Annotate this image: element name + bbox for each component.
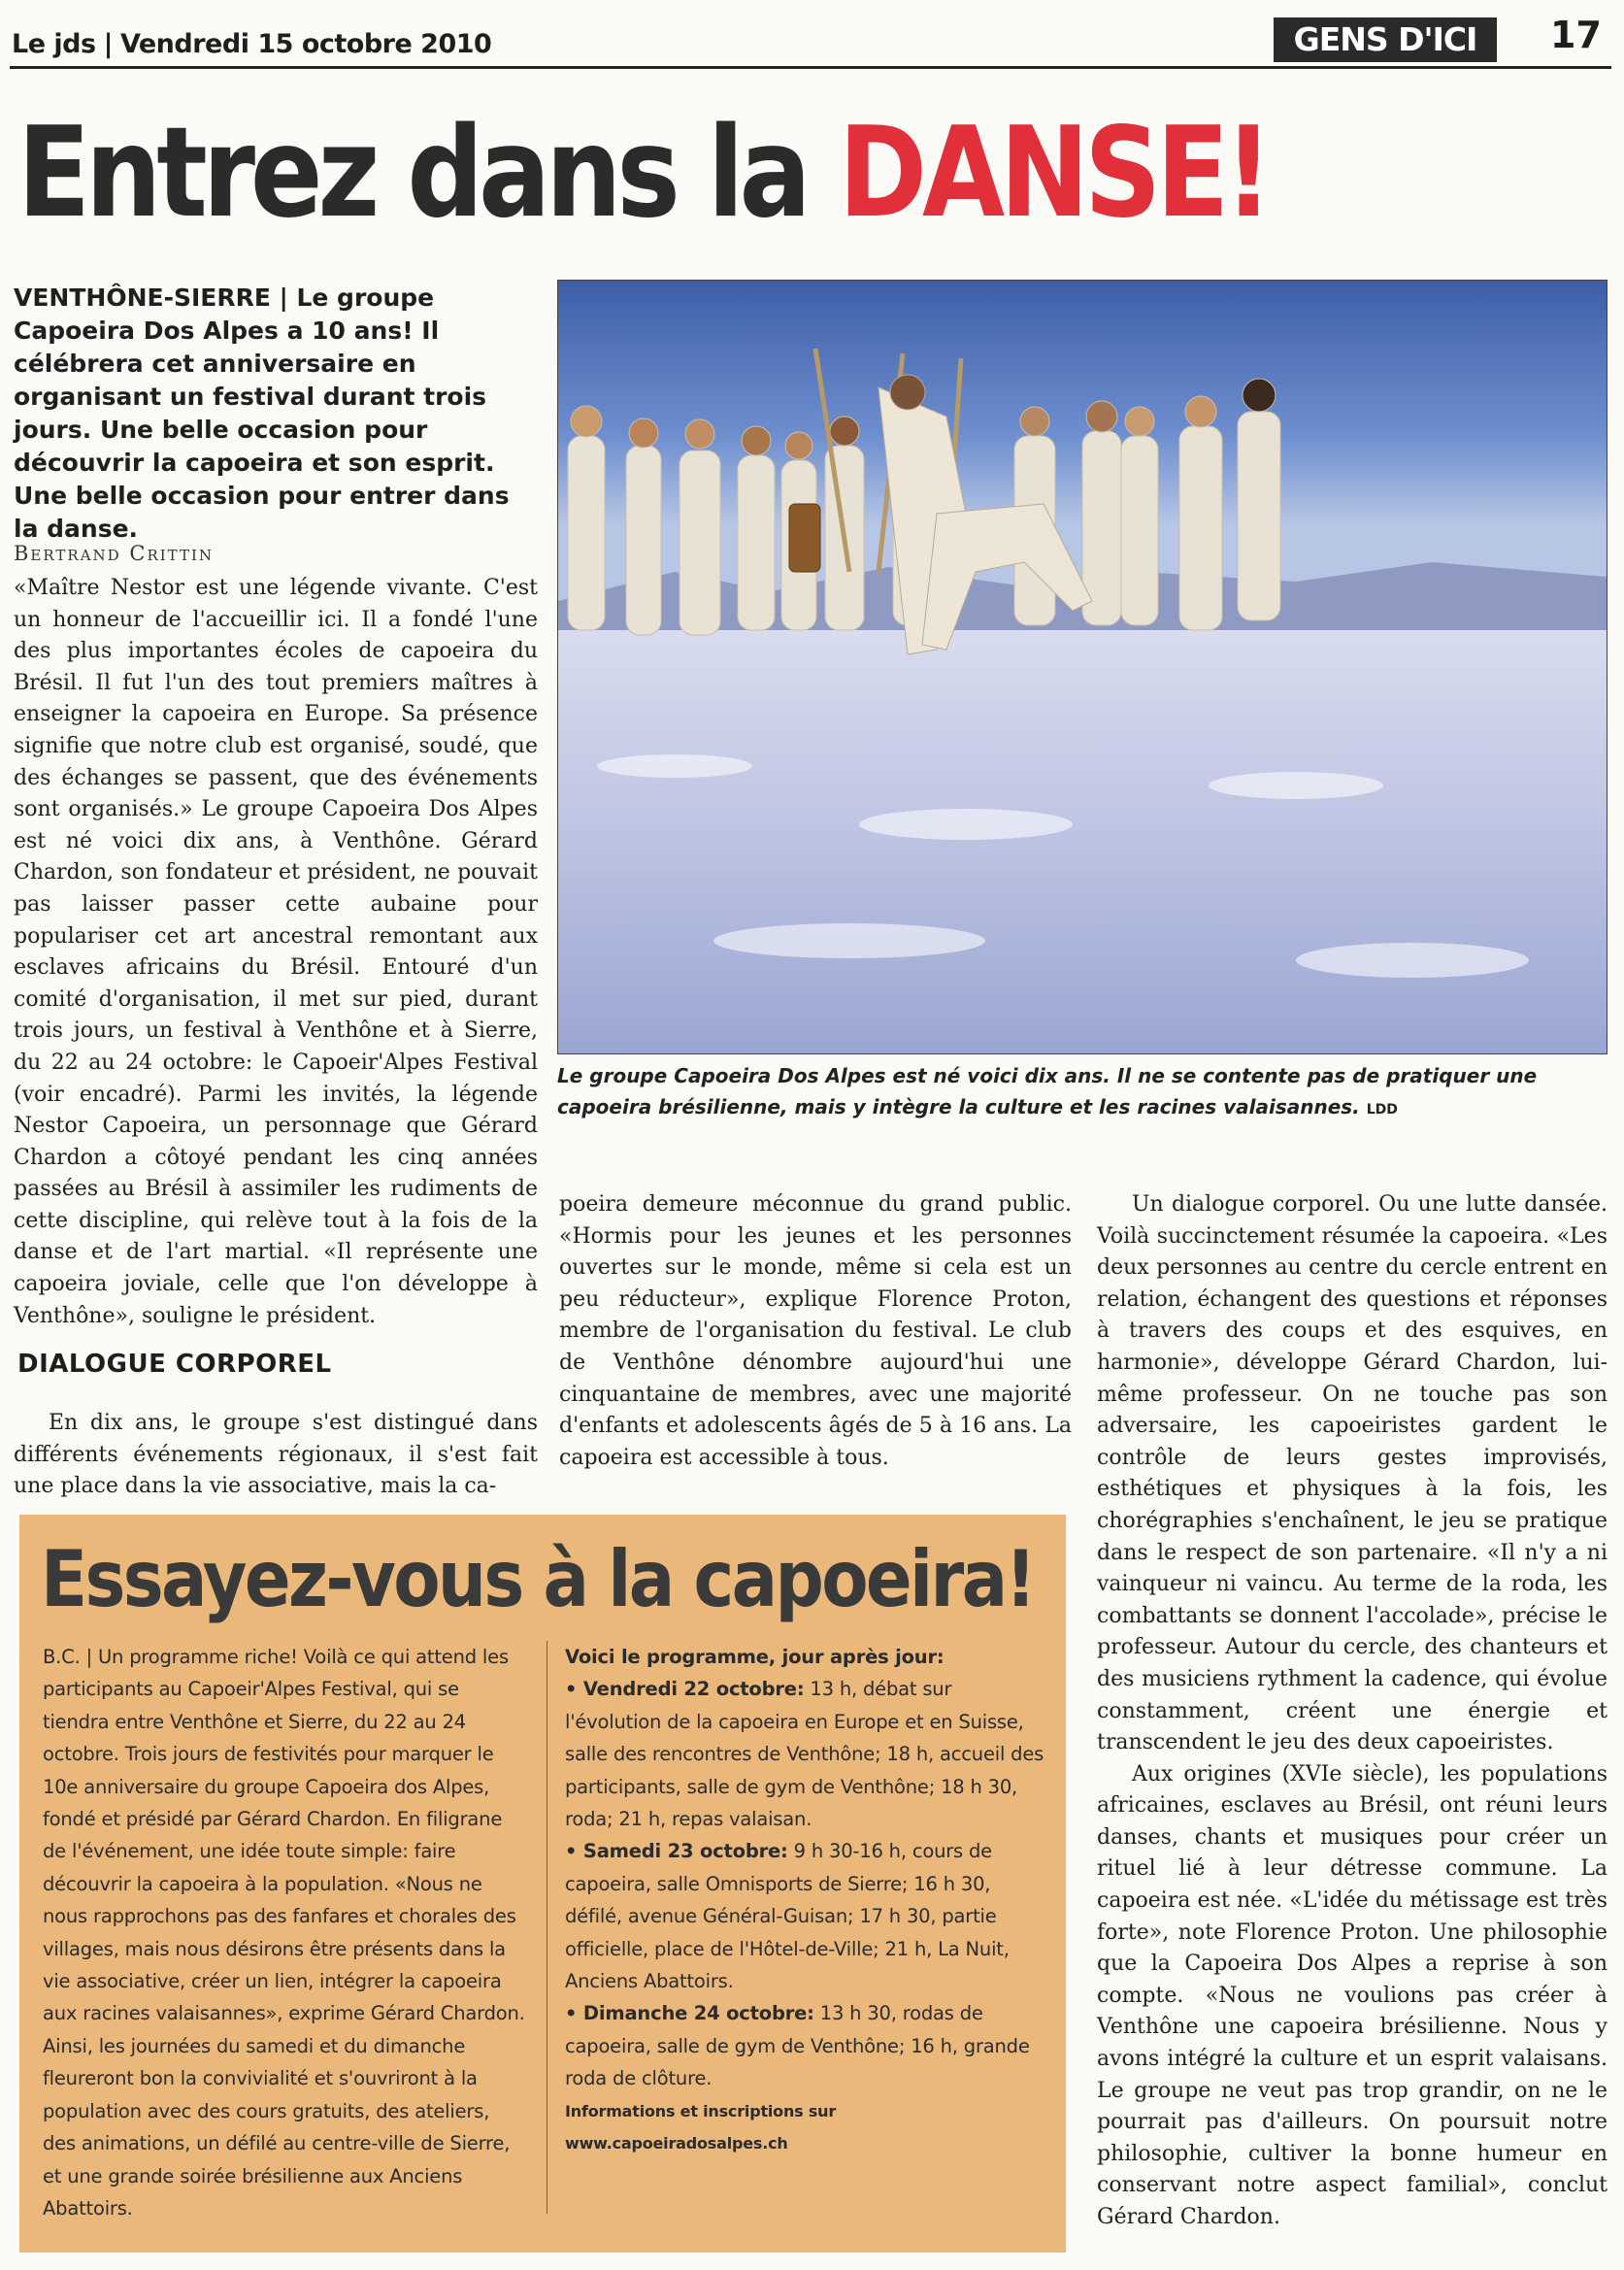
photo-credit: LDD: [1366, 1102, 1398, 1118]
col3-paragraph-2: Aux origines (XVIe siècle), les populations africaines, esclaves au Brésil, ont réuni leurs danses, chants et musiques pour créer un rituel lié à leur détresse commune. La capoeira est née. «L'idée du métissage est très forte», note Florence Proton. Une philosophie que la Capoeira Dos Alpes a reprise à son compte. «Nous ne voulions pas créer à Venthône une capoeira brésilienne. Nous y avons intégré la culture et un esprit valaisans. Le groupe ne veut pas trop grandir, on ne le pourrait pas d'ailleurs. On poursuit notre philosophie, cultiver la bonne humeur en conservant notre aspect familial», conclut Gérard Chardon.: [1097, 1761, 1607, 2229]
sidebar-column-2: [565, 1641, 1050, 2160]
lead-place: VENTHÔNE-SIERRE |: [14, 284, 288, 312]
paper-name: Le jds: [12, 29, 96, 59]
col3-paragraph-1: Un dialogue corporel. Ou une lutte dansée. Voilà succinctement résumée la capoeira. «Les deux personnes au centre du cercle entrent en relation, échangent des questions et réponses à travers des coups et des esquives, en harmonie», développe Gérard Chardon, lui-même professeur. On ne touche pas son adversaire, les capoeiristes gardent le contrôle de leurs gestes improvisés, esthétiques et physiques à la fois, les chorégraphies s'enchaînent, le jeu se pratique dans le respect de son partenaire. «Il n'y a ni vainqueur ni vaincu. Au terme de la roda, les combattants se donnent l'accolade», précise le professeur. Autour du cercle, des chanteurs et des musiciens rythment la cadence, qui évolue constamment, créent une énergie et transcendent le jeu des deux capoeiristes.: [1097, 1192, 1607, 1755]
program-title: Voici le programme, jour après jour:: [565, 1646, 945, 1668]
program-day-2: [565, 1835, 1050, 1997]
caption-text: Le groupe Capoeira Dos Alpes est né voici dix ans. Il ne se contente pas de pratiquer une capoeira brésilienne, mais y intègre la culture et les racines valaisannes.: [557, 1064, 1538, 1118]
section-rubric: GENS D'ICI: [1274, 17, 1497, 62]
subheading: DIALOGUE CORPOREL: [17, 1350, 332, 1379]
sidebar-paragraph-2: Ainsi, les journées du samedi et du dimanche fleureront bon la convivialité et s'ouvriront à la population avec des cours gratuits, des ateliers, des animations, un défilé au centre-ville de Sierre, et une grande soirée brésilienne aux Anciens Abattoirs.: [43, 2034, 511, 2220]
sidebar-intro: Un programme riche! Voilà ce qui attend les participants au Capoeir'Alpes Festival, qui se tiendra entre Venthône et Sierre, du 22 au 24 octobre. Trois jours de festivités pour marquer le 10e anniversaire du groupe Capoeira dos Alpes, fondé et présidé par Gérard Chardon. En filigrane de l'événement, une idée toute simple: faire découvrir la capoeira à la population. «Nous ne nous rapprochons pas des fanfares et chorales des villages, mais nous désirons être présents dans la vie associative, créer un lien, intégrer la capoeira aux racines valaisannes», exprime Gérard Chardon.: [43, 1646, 525, 2025]
lead-paragraph: [14, 282, 538, 546]
article-column-1-continued: [14, 1386, 538, 1524]
day3-label: • Dimanche 24 octobre:: [565, 2002, 814, 2025]
day3-text: 13 h 30, rodas de capoeira, salle de gym de Venthône; 16 h, grande roda de clôture.: [565, 2002, 1030, 2090]
issue-date: Vendredi 15 octobre 2010: [119, 29, 492, 59]
col1-paragraph-2: En dix ans, le groupe s'est distingué dans différents événements régionaux, il s'est fait une place dans la vie associative, mais la ca-: [14, 1411, 538, 1499]
photo-caption: [557, 1060, 1606, 1125]
article-column-3: [1097, 1189, 1607, 2234]
headline: [17, 101, 1269, 246]
day1-label: • Vendredi 22 octobre:: [565, 1678, 805, 1701]
program-day-1: [565, 1673, 1050, 1835]
sidebar-footer: Informations et inscriptions sur www.capoeiradosalpes.ch: [565, 2101, 837, 2153]
day2-label: • Samedi 23 octobre:: [565, 1840, 788, 1863]
col1-paragraph: «Maître Nestor est une légende vivante. C'est un honneur de l'accueillir ici. Il a fondé l'une des plus importantes écoles de capoeira du Brésil. Il fut l'un des tout premiers maîtres à enseigner la capoeira en Europe. Sa présence signifie que notre club est organisé, soudé, que des échanges se passent, que des événements sont organisés.» Le groupe Capoeira Dos Alpes est né voici dix ans, à Venthône. Gérard Chardon, son fondateur et président, ne pouvait pas laisser passer cette aubaine pour populariser cet art ancestral remontant aux esclaves africains du Brésil. Entouré d'un comité d'organisation, il met sur pied, durant trois jours, un festival à Venthône et à Sierre, du 22 au 24 octobre: le Capoeir'Alpes Festival (voir encadré). Parmi les invités, la légende Nestor Capoeira, un personnage que Gérard Chardon a côtoyé pendant les cinq années passées au Brésil à assimiler les rudiments de cette discipline, qui relève tout à la fois de la danse et de l'art martial. «Il représente une capoeira joviale, celle que l'on développe à Venthône», souligne le président.: [14, 576, 538, 1328]
page-number: 17: [1550, 14, 1602, 56]
program-day-3: [565, 1997, 1050, 2094]
headline-part1: Entrez dans la: [17, 101, 839, 246]
lead-text: Le groupe Capoeira Dos Alpes a 10 ans! Il célébrera cet anniversaire en organisant un festival durant trois jours. Une belle occasion pour découvrir la capoeira et son esprit. Une belle occasion pour entrer dans la danse.: [14, 284, 510, 543]
day1-text: 13 h, débat sur l'évolution de la capoeira en Europe et en Suisse, salle des rencontres de Venthône; 18 h, accueil des participants, salle de gym de Venthône; 18 h 30, roda; 21 h, repas valaisan.: [565, 1678, 1044, 1831]
sidebar-initials: B.C. |: [43, 1646, 92, 1668]
sidebar-title: Essayez-vous à la capoeira!: [41, 1534, 1034, 1624]
sidebar-column-1: [43, 1641, 528, 2224]
col2-paragraph: poeira demeure méconnue du grand public. «Hormis pour les jeunes et les personnes ouvertes sur le monde, même si cela est un peu réducteur», explique Florence Proton, membre de l'organisation du festival. Le club de Venthône dénombre aujourd'hui une cinquantaine de membres, avec une majorité d'enfants et adolescents âgés de 5 à 16 ans. La capoeira est accessible à tous.: [559, 1192, 1072, 1470]
byline: Bertrand Crittin: [14, 542, 214, 565]
article-photo: [557, 280, 1607, 1054]
article-column-1: [14, 573, 538, 1332]
sidebar-paragraph-1: [43, 1641, 528, 2030]
day2-text: 9 h 30-16 h, cours de capoeira, salle Omnisports de Sierre; 16 h 30, défilé, avenue Général-Guisan; 17 h 30, partie officielle, place de l'Hôtel-de-Ville; 21 h, La Nuit, Anciens Abattoirs.: [565, 1840, 1010, 1993]
header-rule: [10, 66, 1611, 69]
headline-part2: DANSE!: [838, 101, 1269, 246]
masthead: Le jds | Vendredi 15 octobre 2010: [12, 29, 492, 59]
article-column-2: [559, 1189, 1072, 1474]
